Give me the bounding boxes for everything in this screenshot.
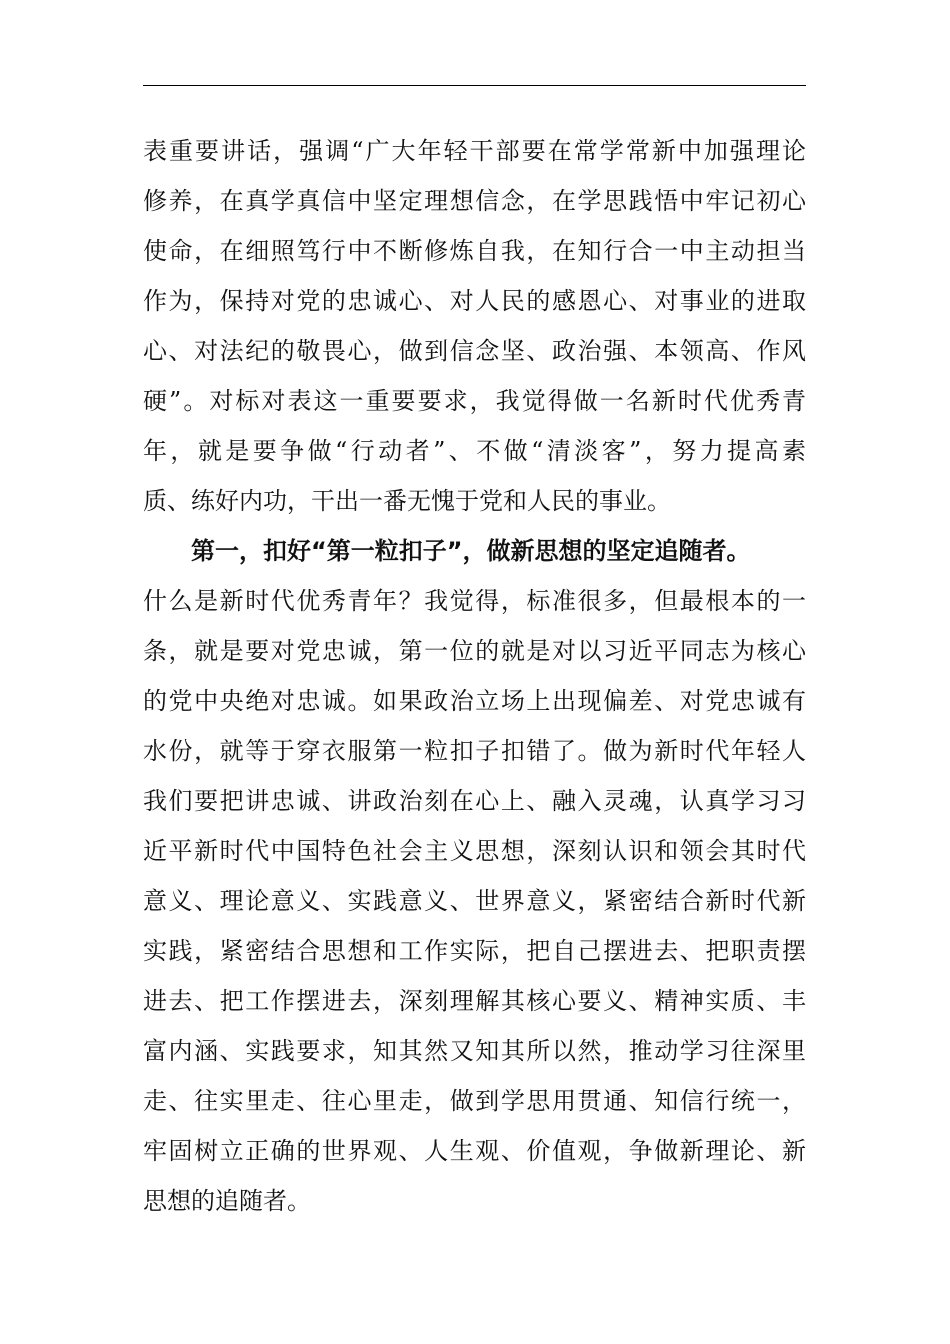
paragraph-line: 年，就是要争做“行动者”、不做“清淡客”，努力提高素 — [143, 437, 806, 465]
section-heading: 第一，扣好“第一粒扣子”，做新思想的坚定追随者。 — [191, 537, 751, 565]
paragraph-line: 富内涵、实践要求，知其然又知其所以然，推动学习往深里 — [143, 1037, 806, 1065]
paragraph-line: 硬”。对标对表这一重要要求，我觉得做一名新时代优秀青 — [143, 387, 806, 415]
paragraph-line: 水份，就等于穿衣服第一粒扣子扣错了。做为新时代年轻人 — [143, 737, 806, 765]
paragraph-line: 表重要讲话，强调“广大年轻干部要在常学常新中加强理论 — [143, 137, 806, 165]
paragraph-line: 心、对法纪的敬畏心，做到信念坚、政治强、本领高、作风 — [143, 337, 806, 365]
paragraph-line: 近平新时代中国特色社会主义思想，深刻认识和领会其时代 — [143, 837, 806, 865]
paragraph-line: 牢固树立正确的世界观、人生观、价值观，争做新理论、新 — [143, 1137, 806, 1165]
paragraph-line: 我们要把讲忠诚、讲政治刻在心上、融入灵魂，认真学习习 — [143, 787, 806, 815]
paragraph-line: 条，就是要对党忠诚，第一位的就是对以习近平同志为核心 — [143, 637, 806, 665]
paragraph-line: 思想的追随者。 — [143, 1187, 311, 1215]
paragraph-line: 实践，紧密结合思想和工作实际，把自己摆进去、把职责摆 — [143, 937, 806, 965]
paragraph-line: 质、练好内功，干出一番无愧于党和人民的事业。 — [143, 487, 671, 515]
paragraph-line: 使命，在细照笃行中不断修炼自我，在知行合一中主动担当 — [143, 237, 806, 265]
paragraph-line: 的党中央绝对忠诚。如果政治立场上出现偏差、对党忠诚有 — [143, 687, 806, 715]
paragraph-line: 修养，在真学真信中坚定理想信念，在学思践悟中牢记初心 — [143, 187, 806, 215]
paragraph-line: 意义、理论意义、实践意义、世界意义，紧密结合新时代新 — [143, 887, 806, 915]
header-rule — [143, 85, 806, 86]
paragraph-line: 进去、把工作摆进去，深刻理解其核心要义、精神实质、丰 — [143, 987, 806, 1015]
body-text — [143, 126, 806, 1226]
paragraph-line: 什么是新时代优秀青年？我觉得，标准很多，但最根本的一 — [143, 587, 806, 615]
paragraph-line: 走、往实里走、往心里走，做到学思用贯通、知信行统一， — [143, 1087, 806, 1115]
paragraph-line: 作为，保持对党的忠诚心、对人民的感恩心、对事业的进取 — [143, 287, 806, 315]
